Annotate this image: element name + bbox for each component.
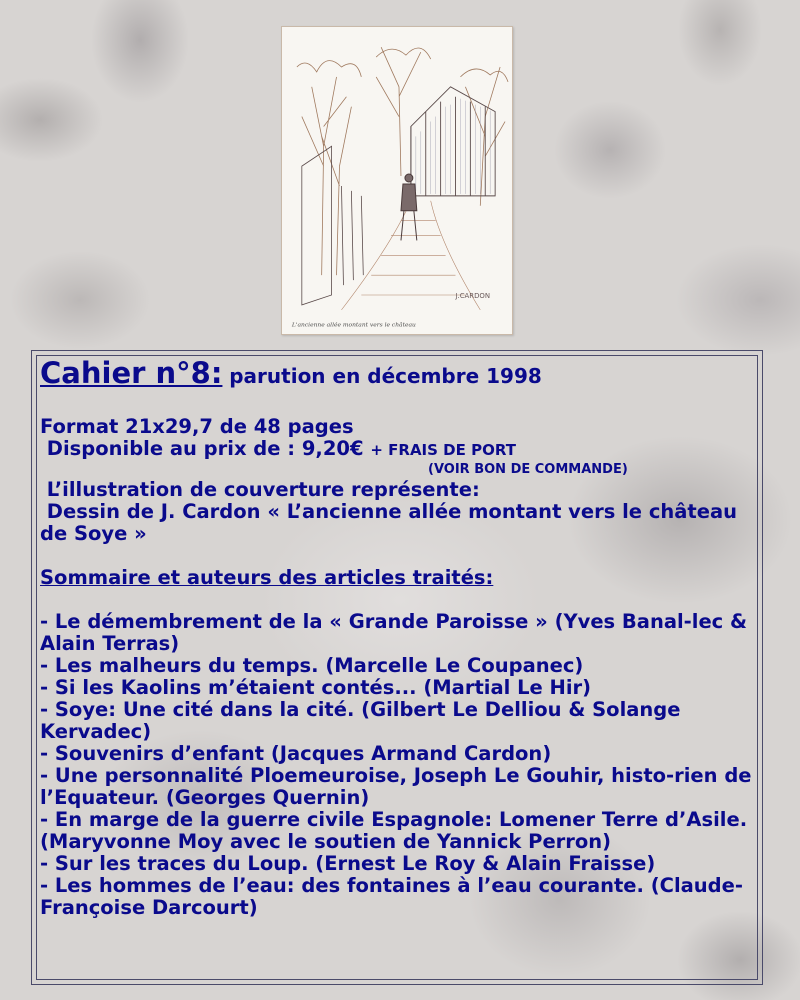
illustration-intro-text: L’illustration de couverture représente: — [46, 478, 480, 501]
title-line — [40, 356, 755, 398]
sketch-drawing — [282, 27, 512, 334]
price-line — [40, 438, 755, 461]
content — [40, 356, 755, 919]
price-text: Disponible au prix de : 9,20€ — [46, 437, 364, 460]
parution-date: parution en décembre 1998 — [229, 364, 542, 388]
illustration-desc-text: Dessin de J. Cardon « L’ancienne allée montant vers le château de Soye » — [40, 500, 738, 545]
list-item: - Les malheurs du temps. (Marcelle Le Coupanec) — [40, 654, 584, 677]
page-title: Cahier n°8: — [40, 356, 223, 390]
signature: J.CARDON — [455, 291, 491, 300]
format-line: Format 21x29,7 de 48 pages — [40, 415, 354, 438]
illustration-desc — [40, 501, 755, 545]
list-item: - Sur les traces du Loup. (Ernest Le Roy & Alain Fraisse) — [40, 852, 656, 875]
list-item: - Souvenirs d’enfant (Jacques Armand Cardon) — [40, 742, 552, 765]
frais-de-port: + FRAIS DE PORT — [370, 441, 516, 459]
list-item: - Les hommes de l’eau: des fontaines à l’eau courante. (Claude-Françoise Darcourt) — [40, 874, 743, 919]
sommaire-list — [40, 611, 755, 919]
cover-illustration — [281, 26, 513, 335]
sommaire-heading: Sommaire et auteurs des articles traités: — [40, 566, 494, 589]
voir-bon-de-commande: (VOIR BON DE COMMANDE) — [428, 462, 628, 477]
list-item: - Le démembrement de la « Grande Paroisse » (Yves Banal-lec & Alain Terras) — [40, 610, 748, 655]
list-item: - Une personnalité Ploemeuroise, Joseph Le Gouhir, histo-rien de l’Equateur. (Georges Quernin) — [40, 764, 752, 809]
list-item: - En marge de la guerre civile Espagnole: Lomener Terre d’Asile. (Maryvonne Moy avec le soutien de Yannick Perron) — [40, 808, 748, 853]
list-item: - Si les Kaolins m’étaient contés... (Martial Le Hir) — [40, 676, 592, 699]
list-item: - Soye: Une cité dans la cité. (Gilbert Le Delliou & Solange Kervadec) — [40, 698, 681, 743]
cover-caption: L'ancienne allée montant vers le château — [291, 321, 416, 329]
illustration-intro — [40, 479, 755, 501]
